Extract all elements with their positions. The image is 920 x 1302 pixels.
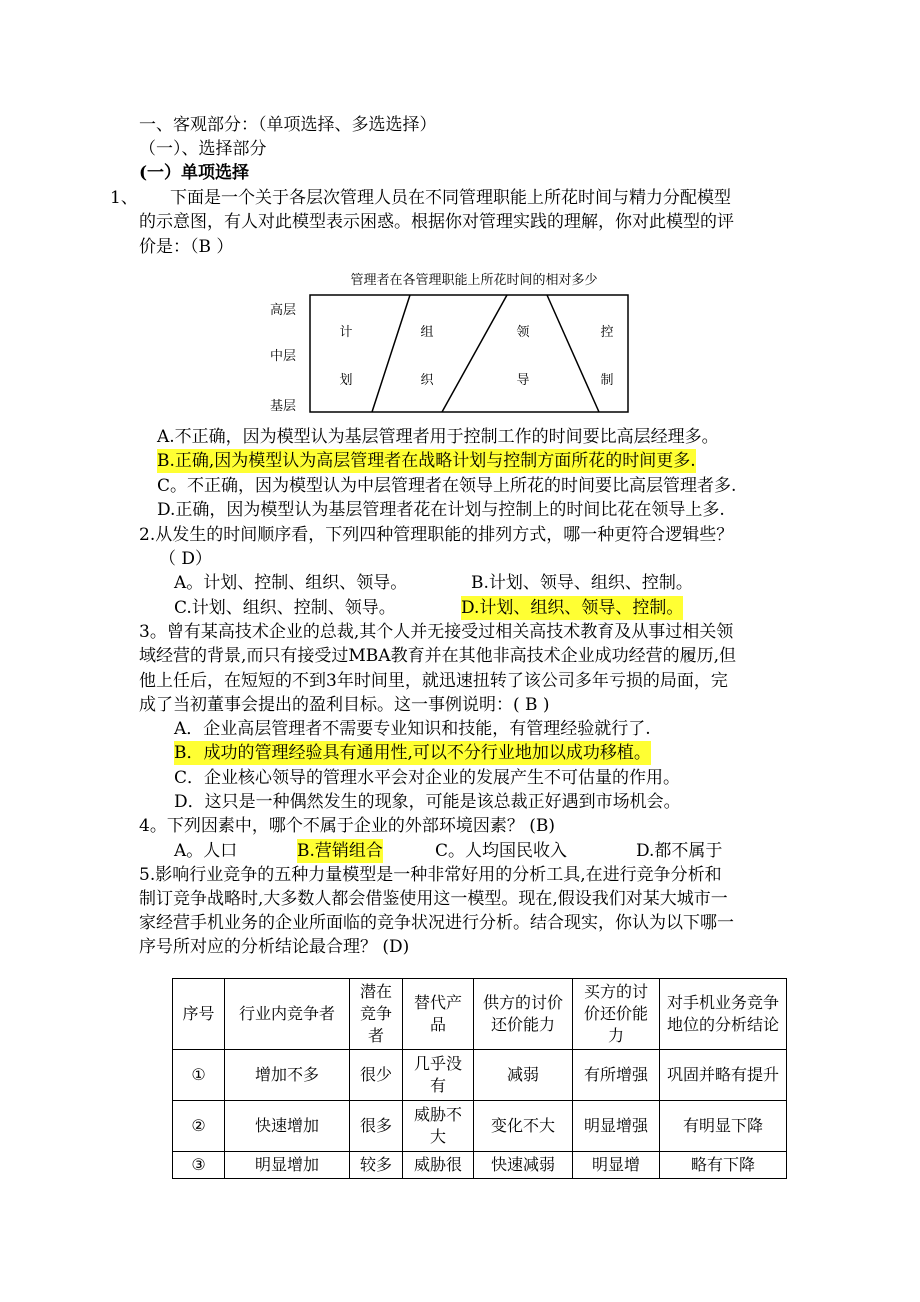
- q2-line-1: 2.从发生的时间顺序看，下列四种管理职能的排列方式，哪一种更符合逻辑些？: [139, 525, 734, 545]
- table-cell: 有明显下降: [660, 1101, 787, 1152]
- q1-line-3: 价是：（B ）: [139, 237, 234, 257]
- function-organizing-top: 组: [420, 325, 434, 340]
- q1-option-d: D.正确，因为模型认为基层管理者花在计划与控制上的时间比花在领导上多.: [157, 500, 725, 520]
- q1-line-1: 下面是一个关于各层次管理人员在不同管理职能上所花时间与精力分配模型: [170, 188, 731, 208]
- diagram-frame: [310, 295, 628, 412]
- q2-option-d: D.计划、组织、领导、控制。: [461, 598, 684, 618]
- q2-option-c: C.计划、组织、控制、领导。: [174, 598, 396, 618]
- table-cell: ②: [173, 1101, 225, 1152]
- function-controlling-top: 控: [600, 325, 614, 340]
- header-rivals: 行业内竞争者: [225, 979, 350, 1050]
- function-organizing-bottom: 织: [420, 373, 434, 388]
- diagram-title: 管理者在各管理职能上所花时间的相对多少: [350, 273, 598, 288]
- table-cell: 巩固并略有提升: [660, 1050, 787, 1101]
- table-row: [173, 1152, 787, 1179]
- header-conclusion: 对手机业务竞争地位的分析结论: [660, 979, 787, 1050]
- table-cell: 增加不多: [225, 1050, 350, 1101]
- competition-analysis-table: [172, 978, 787, 1179]
- divider-planning-organizing: [372, 295, 410, 412]
- q5-line-1: 5.影响行业竞争的五种力量模型是一种非常好用的分析工具,在进行竞争分析和: [139, 865, 722, 885]
- table-cell: 威胁很: [403, 1152, 474, 1179]
- q3-line-3: 他上任后，在短短的不到3年时间里，就迅速扭转了该公司多年亏损的局面，完: [139, 671, 728, 691]
- function-leading-bottom: 导: [516, 373, 530, 388]
- table-cell: 略有下降: [660, 1152, 787, 1179]
- q5-line-3: 家经营手机业务的企业所面临的竞争状况进行分析。结合现实，你认为以下哪一: [139, 913, 734, 933]
- part-heading: (一）单项选择: [139, 163, 250, 183]
- table-cell: 几乎没有: [403, 1050, 474, 1101]
- table-cell: 快速减弱: [474, 1152, 573, 1179]
- q5-line-2: 制订竞争战略时,大多数人都会借鉴使用这一模型。现在,假设我们对某大城市一: [139, 889, 728, 909]
- sub-heading: （一）、选择部分: [139, 139, 267, 159]
- q1-line-2: 的示意图，有人对此模型表示困惑。根据你对管理实践的理解，你对此模型的评: [139, 212, 734, 232]
- level-top-label: 高层: [269, 303, 296, 318]
- divider-organizing-leading: [442, 295, 507, 412]
- q1-option-b: B.正确,因为模型认为高层管理者在战略计划与控制方面所花的时间更多.: [157, 451, 696, 471]
- table-cell: 很多: [350, 1101, 403, 1152]
- table-cell: 很少: [350, 1050, 403, 1101]
- table-cell: 减弱: [474, 1050, 573, 1101]
- q3-option-d: D．这只是一种偶然发生的现象，可能是该总裁正好遇到市场机会。: [174, 792, 681, 812]
- table-cell: 变化不大: [474, 1101, 573, 1152]
- q4-option-d: D.都不属于: [636, 841, 723, 861]
- q3-line-4: 成了当初董事会提出的盈利目标。这一事例说明：( B ): [139, 695, 550, 715]
- header-index: 序号: [173, 979, 225, 1050]
- section-heading: 一、客观部分：（单项选择、多选选择）: [139, 115, 437, 135]
- table-cell: 明显增强: [573, 1101, 660, 1152]
- table-row: [173, 1101, 787, 1152]
- function-planning-bottom: 划: [339, 373, 353, 388]
- q4-line: 4。下列因素中，哪个不属于企业的外部环境因素？ (B): [139, 816, 555, 836]
- table-row: [173, 1050, 787, 1101]
- table-cell: 较多: [350, 1152, 403, 1179]
- q5-line-4: 序号所对应的分析结论最合理？ (D): [139, 937, 410, 957]
- time-allocation-diagram: [262, 266, 642, 416]
- q2-option-a: A。计划、控制、组织、领导。: [174, 573, 408, 593]
- header-supplier-power: 供方的讨价还价能力: [474, 979, 573, 1050]
- function-leading-top: 领: [516, 325, 530, 340]
- q2-option-b: B.计划、领导、组织、控制。: [471, 573, 693, 593]
- q1-option-c: C。不正确，因为模型认为中层管理者在领导上所花的时间要比高层管理者多.: [157, 476, 737, 496]
- q1-option-a: A.不正确，因为模型认为基层管理者用于控制工作的时间要比高层经理多。: [157, 427, 719, 447]
- function-planning-top: 计: [339, 325, 353, 340]
- table-cell: 明显增加: [225, 1152, 350, 1179]
- table-cell: ③: [173, 1152, 225, 1179]
- q3-option-c: C．企业核心领导的管理水平会对企业的发展产生不可估量的作用。: [174, 768, 681, 788]
- table-cell: 有所增强: [573, 1050, 660, 1101]
- q3-line-1: 3。曾有某高技术企业的总裁,其个人并无接受过相关高技术教育及从事过相关领: [139, 622, 734, 642]
- function-controlling-bottom: 制: [600, 373, 614, 388]
- table-cell: 威胁不大: [403, 1101, 474, 1152]
- q4-option-b: B.营销组合: [297, 841, 383, 861]
- q3-line-2: 域经营的背景,而只有接受过MBA教育并在其他非高技术企业成功经营的履历,但: [139, 646, 736, 666]
- table-header-row: [173, 979, 787, 1050]
- q4-option-c: C。人均国民收入: [435, 841, 568, 861]
- q4-option-a: A。人口: [174, 841, 238, 861]
- q1-number: 1、: [110, 188, 138, 208]
- level-base-label: 基层: [269, 399, 296, 414]
- divider-leading-controlling: [547, 295, 599, 412]
- table-cell: ①: [173, 1050, 225, 1101]
- level-middle-label: 中层: [269, 349, 296, 364]
- header-potential-entrants: 潜在竞争者: [350, 979, 403, 1050]
- q2-answer: （ D）: [159, 549, 213, 569]
- q3-option-b: B．成功的管理经验具有通用性,可以不分行业地加以成功移植。: [174, 743, 651, 763]
- header-buyer-power: 买方的讨价还价能力: [573, 979, 660, 1050]
- table-cell: 明显增: [573, 1152, 660, 1179]
- header-substitutes: 替代产品: [403, 979, 474, 1050]
- table-cell: 快速增加: [225, 1101, 350, 1152]
- q3-option-a: A．企业高层管理者不需要专业知识和技能，有管理经验就行了.: [174, 719, 651, 739]
